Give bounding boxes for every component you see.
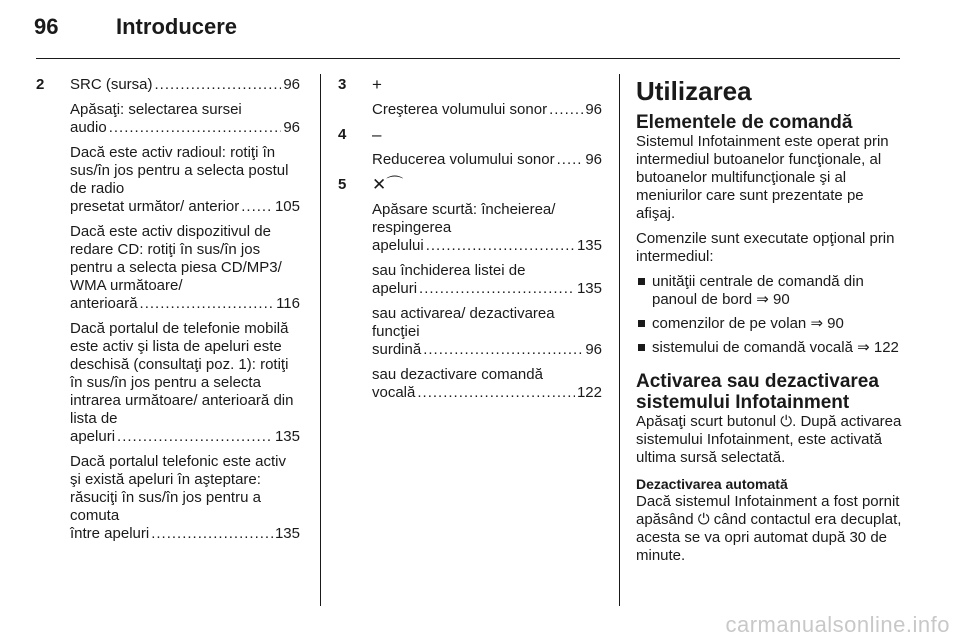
- paragraph: Dacă sistemul Infotainment a fost pornit apăsând ⏻ când contactul era decuplat, acesta se va opri automat după 30 de minute.: [636, 493, 902, 564]
- item-3: [338, 76, 602, 119]
- subsection-heading: Activarea sau dezactivarea sistemului Infotainment: [636, 371, 879, 413]
- column-right: [636, 76, 904, 572]
- plus-icon: +: [372, 75, 382, 94]
- item-number: 2: [36, 76, 45, 93]
- minor-heading: Dezactivarea automată: [636, 476, 788, 492]
- page-ref: 96: [585, 101, 602, 118]
- paragraph: Comenzile sunt executate opţional prin intermediul:: [636, 230, 895, 265]
- minus-icon: –: [372, 125, 382, 144]
- item-number: 4: [338, 126, 347, 143]
- page-number: 96: [34, 14, 59, 39]
- page-ref: ⇒ 90: [810, 315, 844, 332]
- page-ref: ⇒ 90: [756, 291, 790, 308]
- page-ref: 96: [283, 119, 300, 136]
- item-4: [338, 126, 602, 169]
- toc-entry: Apăsaţi: selectarea sursei audio ..... 96: [70, 101, 300, 137]
- list-item: comenzilor de pe volan ⇒ 90: [636, 315, 904, 333]
- list-item: sistemului de comandă vocală ⇒ 122: [636, 339, 904, 357]
- page-ref: 105: [274, 198, 300, 215]
- toc-entry: Creşterea volumului sonor ..... 96: [372, 101, 602, 119]
- toc-entry: sau activarea/ dezactivarea funcţiei surdină ..... 96: [372, 305, 602, 359]
- page-ref: 135: [274, 525, 300, 542]
- column-middle: [338, 76, 602, 409]
- list-item: unităţii centrale de comandă din panoul de bord ⇒ 90: [636, 273, 904, 309]
- page-ref: 116: [276, 295, 300, 312]
- item-2: [36, 76, 300, 543]
- page-title: Introducere: [116, 14, 238, 39]
- watermark: carmanualsonline.info: [725, 612, 950, 637]
- page-ref: 96: [585, 341, 602, 358]
- page-ref: 135: [576, 280, 602, 297]
- toc-entry: sau dezactivare comandă vocală ..... 122: [372, 366, 602, 402]
- page-ref: 96: [585, 151, 602, 168]
- column-divider: [619, 74, 620, 606]
- mute-hangup-icon: ✕⌒: [372, 175, 404, 194]
- power-icon: ⏻: [697, 511, 710, 528]
- column-left: [36, 76, 300, 550]
- section-heading: Utilizarea: [636, 76, 752, 106]
- toc-entry: Dacă este activ radioul: rotiţi în sus/în jos pentru a selecta postul de radio presetat următor/ anterior ..... 105: [70, 144, 300, 216]
- toc-entry: Dacă portalul telefonic este activ şi există apeluri în aşteptare: răsuciţi în sus/în jos pentru a comuta între apeluri ..... 135: [70, 453, 300, 543]
- page-ref: ⇒ 122: [857, 339, 899, 356]
- item-number: 3: [338, 76, 347, 93]
- page-ref: 135: [576, 237, 602, 254]
- page-ref: 135: [274, 428, 300, 445]
- item-5: [338, 176, 602, 402]
- toc-entry: Reducerea volumului sonor ..... 96: [372, 151, 602, 169]
- toc-entry: Dacă portalul de telefonie mobilă este activ şi lista de apeluri este deschisă (consultaţi poz. 1): rotiţi în sus/în jos pentru a selecta intrarea următoare/ anterioară din lista de apeluri ..... 135: [70, 320, 300, 446]
- paragraph: Sistemul Infotainment este operat prin intermediul butoanelor funcţionale, al butoanelor multifuncţionale şi al meniurilor care sunt prezentate pe afişaj.: [636, 133, 889, 222]
- page-ref: 96: [283, 76, 300, 93]
- toc-entry: SRC (sursa) ..... 96: [70, 76, 300, 94]
- toc-entry: sau închiderea listei de apeluri ..... 135: [372, 262, 602, 298]
- page-ref: 122: [576, 384, 602, 401]
- toc-entry: Apăsare scurtă: încheierea/ respingerea apelului ..... 135: [372, 201, 602, 255]
- paragraph: Apăsaţi scurt butonul ⏻. După activarea sistemului Infotainment, este activată ultima sursă selectată.: [636, 413, 902, 466]
- header-rule: [36, 58, 900, 59]
- toc-entry: Dacă este activ dispozitivul de redare CD: rotiţi în sus/în jos pentru a selecta piesa CD/MP3/ WMA următoare/ anterioară ..... 116: [70, 223, 300, 313]
- subsection-heading: Elementele de comandă: [636, 112, 853, 133]
- item-number: 5: [338, 176, 347, 193]
- power-icon: ⏻: [780, 413, 793, 430]
- column-divider: [320, 74, 321, 606]
